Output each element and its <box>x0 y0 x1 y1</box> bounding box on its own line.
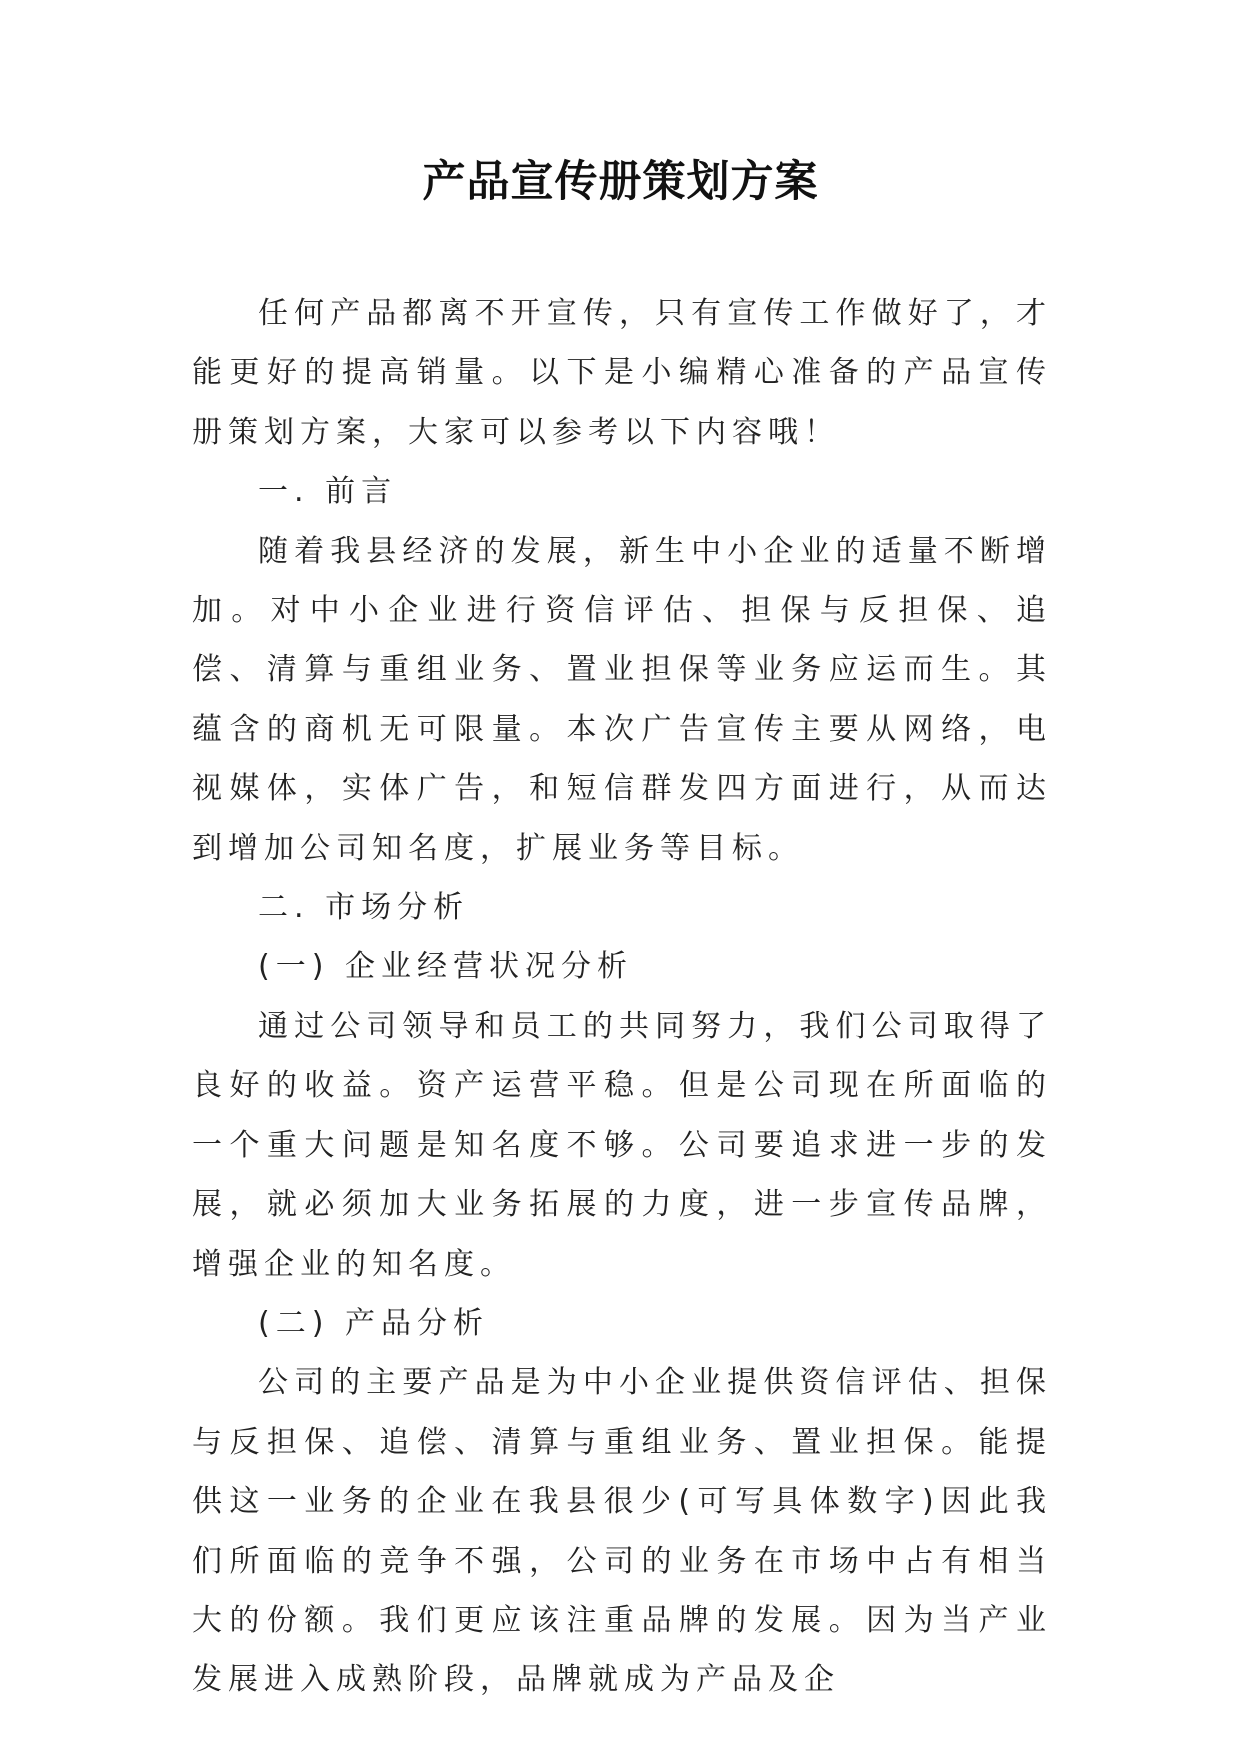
paragraph-product-analysis: 公司的主要产品是为中小企业提供资信评估、担保与反担保、追偿、清算与重组业务、置业担保。能提供这一业务的企业在我县很少(可写具体数字)因此我们所面临的竞争不强，公司的业务在市场中占有相当大的份额。我们更应该注重品牌的发展。因为当产业发展进入成熟阶段，品牌就成为产品及企 <box>192 1365 1052 1698</box>
subsection-heading-product-analysis: (二) 产品分析 <box>258 1305 489 1341</box>
paragraph-intro: 任何产品都离不开宣传，只有宣传工作做好了，才能更好的提高销量。以下是小编精心准备的产品宣传册策划方案，大家可以参考以下内容哦！ <box>192 296 1052 450</box>
section-heading-preface: 一. 前言 <box>258 474 398 510</box>
subsection-heading-business-status: (一) 企业经营状况分析 <box>258 949 633 985</box>
document-title: 产品宣传册策划方案 <box>422 157 819 207</box>
document-body <box>192 284 1052 1710</box>
paragraph-business-status: 通过公司领导和员工的共同努力，我们公司取得了良好的收益。资产运营平稳。但是公司现在所面临的一个重大问题是知名度不够。公司要追求进一步的发展，就必须加大业务拓展的力度，进一步宣传品牌，增强企业的知名度。 <box>192 1008 1052 1282</box>
section-heading-market-analysis: 二. 市场分析 <box>258 890 470 926</box>
paragraph-preface: 随着我县经济的发展，新生中小企业的适量不断增加。对中小企业进行资信评估、担保与反担保、追偿、清算与重组业务、置业担保等业务应运而生。其蕴含的商机无可限量。本次广告宣传主要从网络，电视媒体，实体广告，和短信群发四方面进行，从而达到增加公司知名度，扩展业务等目标。 <box>192 533 1052 866</box>
